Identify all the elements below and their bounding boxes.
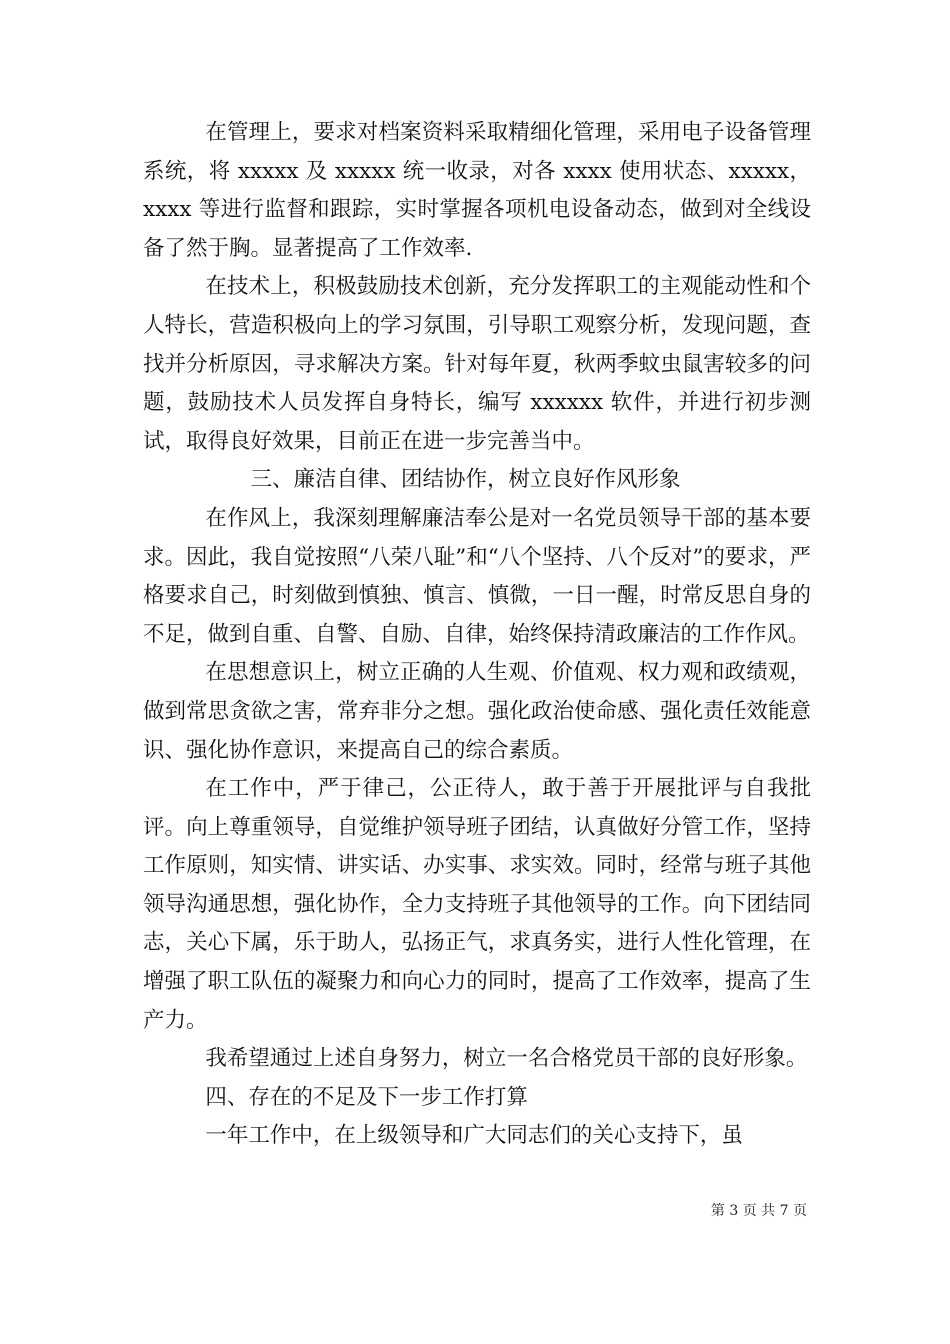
paragraph-technology: 在技术上，积极鼓励技术创新，充分发挥职工的主观能动性和个人特长，营造积极向上的学习氛围，引导职工观察分析，发现问题，查找并分析原因，寻求解决方案。针对每年夏，秋两季蚊虫鼠害较多的问题，鼓励技术人员发挥自身特长，编写 xxxxxx 软件，并进行初步测试，取得良好效果，目前正在进一步完善当中。 [143,274,811,454]
paragraph-management: 在管理上，要求对档案资料采取精细化管理，采用电子设备管理系统，将 xxxxx 及 xxxxx 统一收录，对各 xxxx 使用状态、xxxxx，xxxx 等进行监督和跟踪，实时掌握各项机电设备动态，做到对全线设备了然于胸。显著提高了工作效率. [143,120,811,261]
paragraph-ideology: 在思想意识上，树立正确的人生观、价值观、权力观和政绩观，做到常思贪欲之害，常弃非分之想。强化政治使命感、强化责任效能意识、强化协作意识，来提高自己的综合素质。 [143,660,811,763]
paragraph-conduct: 在作风上，我深刻理解廉洁奉公是对一名党员领导干部的基本要求。因此，我自觉按照“八荣八耻”和“八个坚持、八个反对”的要求，严格要求自己，时刻做到慎独、慎言、慎微，一日一醒，时常反思自身的不足，做到自重、自警、自励、自律，始终保持清政廉洁的工作作风。 [143,505,811,647]
paragraph-year-summary: 一年工作中，在上级领导和广大同志们的关心支持下，虽 [205,1123,743,1149]
page-number-footer: 第 3 页 共 7 页 [710,1203,807,1219]
paragraph-hope: 我希望通过上述自身努力，树立一名合格党员干部的良好形象。 [205,1046,808,1072]
paragraph-work: 在工作中，严于律己，公正待人，敢于善于开展批评与自我批评。向上尊重领导，自觉维护领导班子团结，认真做好分管工作，坚持工作原则，知实情、讲实话、办实事、求实效。同时，经常与班子其他领导沟通思想，强化协作，全力支持班子其他领导的工作。向下团结同志，关心下属，乐于助人，弘扬正气，求真务实，进行人性化管理，在增强了职工队伍的凝聚力和向心力的同时，提高了工作效率，提高了生产力。 [143,776,811,1033]
section-heading-3: 三、廉洁自律、团结协作，树立良好作风形象 [250,467,681,493]
document-body [143,114,811,1156]
section-heading-4: 四、存在的不足及下一步工作打算 [205,1084,528,1110]
